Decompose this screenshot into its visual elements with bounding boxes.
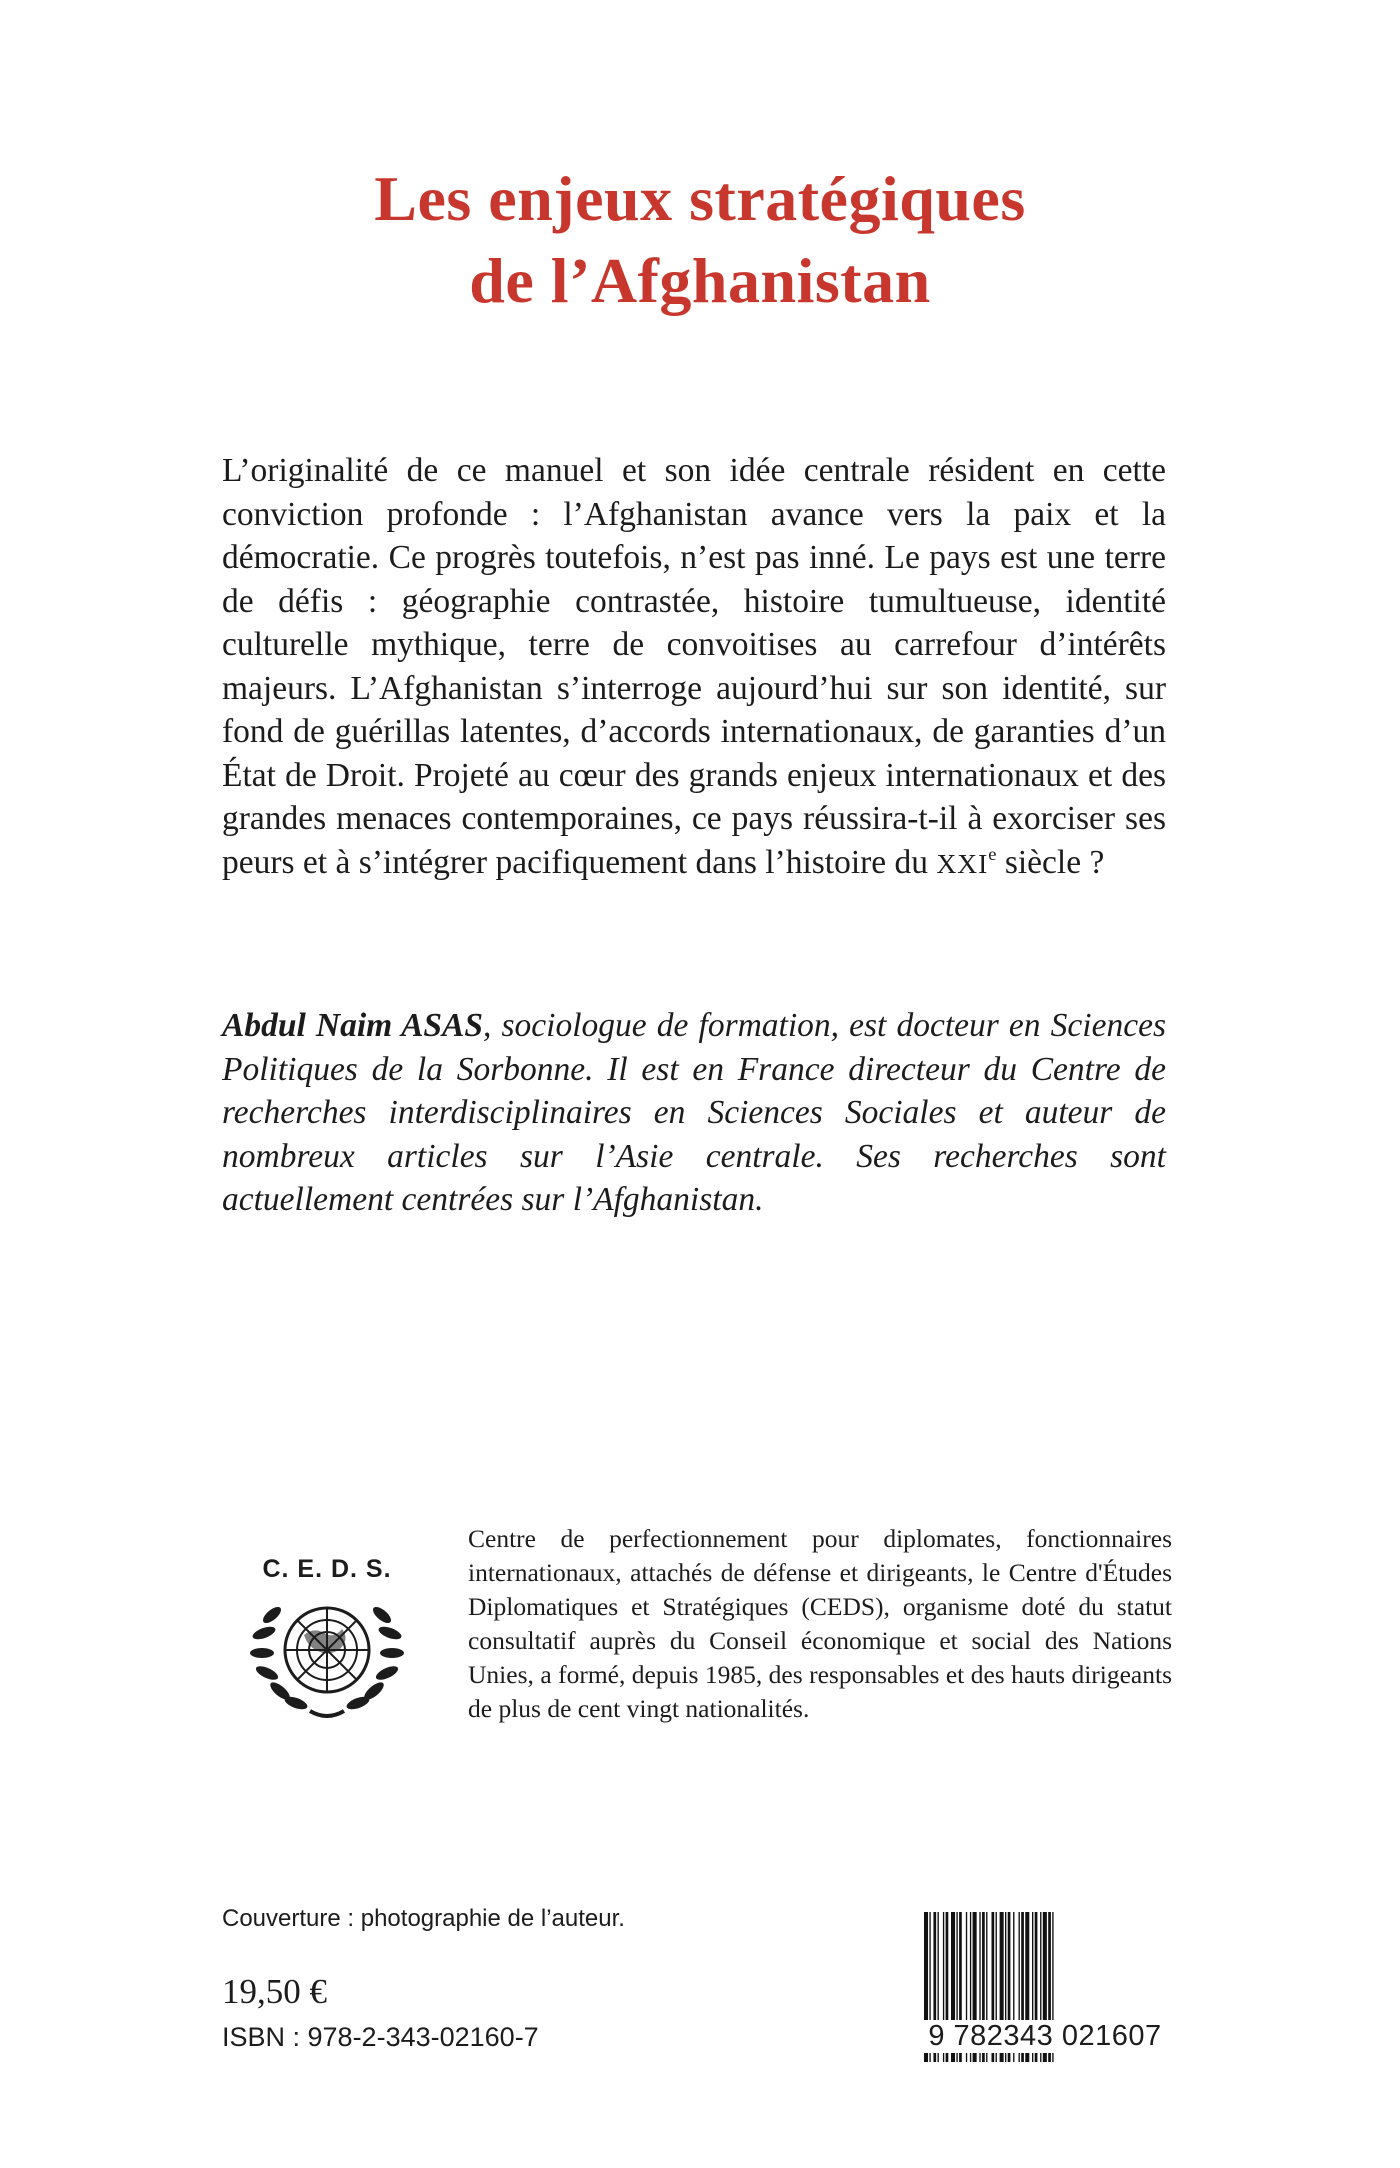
un-emblem-icon bbox=[232, 1595, 422, 1725]
century-superscript: e bbox=[988, 843, 997, 864]
century-numeral: XXI bbox=[936, 848, 989, 879]
photo-credit: Couverture : photographie de l’auteur. bbox=[222, 1905, 625, 1932]
description-end: siècle ? bbox=[996, 843, 1105, 881]
barcode-digits: 9 782343 021607 bbox=[920, 2020, 1170, 2053]
book-description bbox=[222, 449, 1166, 886]
ceds-logo bbox=[232, 1555, 422, 1725]
author-bio bbox=[222, 1004, 1166, 1222]
ceds-description: Centre de perfectionnement pour diplomates, fonctionnaires internationaux, attachés de défense et dirigeants, le Centre d'Études Diplomatiques et Stratégiques (CEDS), organisme doté du statut consultatif auprès du Conseil économique et social des Nations Unies, a formé, depuis 1985, des responsables et des hauts dirigeants de plus de cent vingt nationalités. bbox=[468, 1524, 1172, 1723]
book-title bbox=[0, 158, 1400, 322]
title-line-1: Les enjeux stratégiques bbox=[374, 163, 1026, 234]
price: 19,50 € bbox=[222, 1972, 327, 2011]
title-line-2: de l’Afghanistan bbox=[469, 245, 931, 316]
author-bio-text: , sociologue de formation, est docteur en Sciences Politiques de la Sorbonne. Il est en France directeur du Centre de recherches interdisciplinaires en Sciences Sociales et auteur de nombreux articles sur l’Asie centrale. Ses recherches sont actuellement centrées sur l’Afghanistan. bbox=[222, 1007, 1166, 1218]
author-name: Abdul Naim ASAS bbox=[222, 1007, 484, 1044]
ceds-logo-text: C. E. D. S. bbox=[262, 1555, 392, 1583]
description-text: L’originalité de ce manuel et son idée centrale résident en cette conviction profonde : l’Afghanistan avance vers la paix et la démocratie. Ce progrès toutefois, n’est pas inné. Le pays est une terre de défis : géographie contrastée, histoire tumultueuse, identité culturelle mythique, terre de convoitises au carrefour d’intérêts majeurs. L’Afghanistan s’interroge aujourd’hui sur son identité, sur fond de guérillas latentes, d’accords internationaux, de garanties d’un État de Droit. Projeté au cœur des grands enjeux internationaux et des grandes menaces contemporaines, ce pays réussira-t-il à exorciser ses peurs et à s’intégrer pacifiquement dans l’histoire du bbox=[222, 452, 1166, 881]
isbn: ISBN : 978-2-343-02160-7 bbox=[222, 2022, 539, 2052]
